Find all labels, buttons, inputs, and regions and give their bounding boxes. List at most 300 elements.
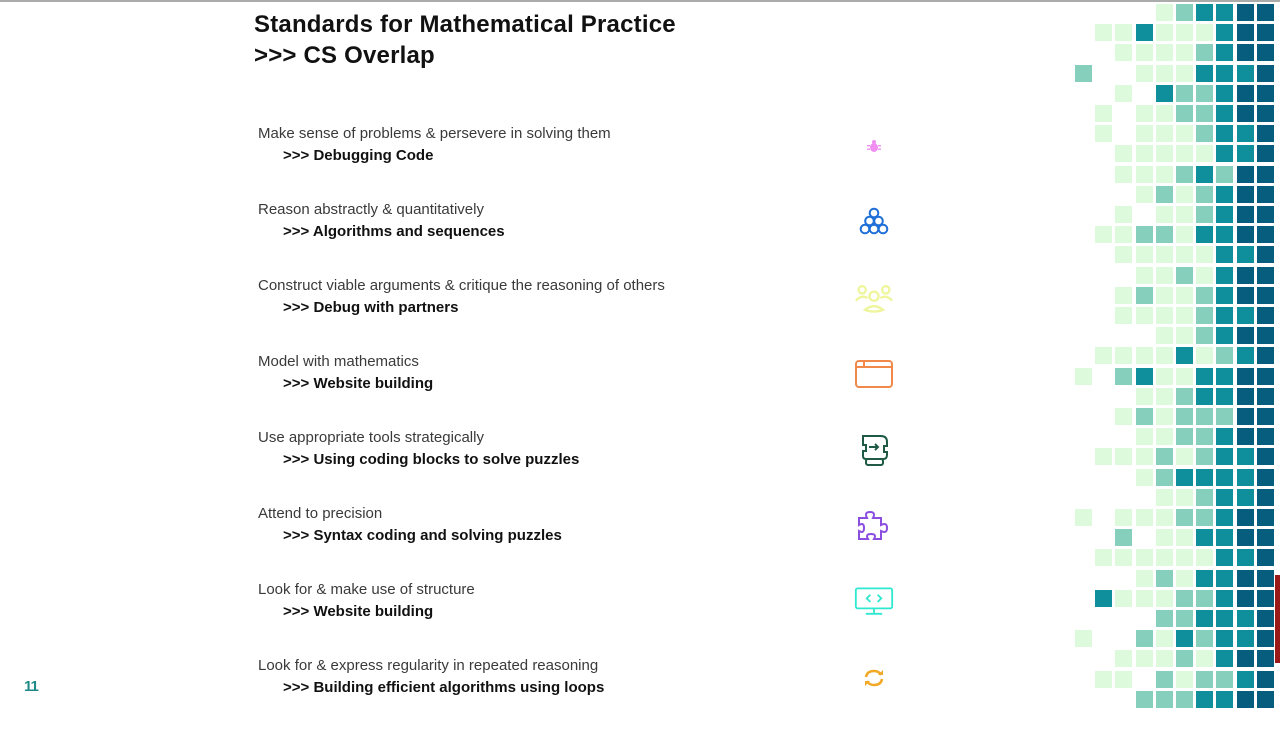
- mosaic-tile: [1237, 489, 1254, 506]
- mosaic-tile: [1196, 529, 1213, 546]
- mosaic-tile: [1156, 44, 1173, 61]
- mosaic-tile: [1136, 145, 1153, 162]
- mosaic-tile: [1196, 691, 1213, 708]
- mosaic-tile: [1257, 650, 1274, 667]
- mosaic-tile: [1257, 206, 1274, 223]
- mosaic-tile: [1176, 610, 1193, 627]
- practice-item: [258, 352, 908, 428]
- mosaic-tile: [1156, 650, 1173, 667]
- mosaic-tile: [1257, 85, 1274, 102]
- mosaic-tile: [1196, 549, 1213, 566]
- mosaic-tile: [1196, 347, 1213, 364]
- mosaic-tile: [1176, 24, 1193, 41]
- mosaic-tile: [1095, 24, 1112, 41]
- mosaic-tile: [1237, 186, 1254, 203]
- practice-label: Reason abstractly & quantitatively: [258, 201, 484, 218]
- cs-overlap-label: >>> Website building: [283, 375, 434, 392]
- mosaic-tile: [1136, 388, 1153, 405]
- mosaic-tile: [1156, 489, 1173, 506]
- mosaic-tile: [1176, 166, 1193, 183]
- mosaic-tile: [1216, 186, 1233, 203]
- mosaic-tile: [1176, 570, 1193, 587]
- mosaic-tile: [1156, 590, 1173, 607]
- mosaic-tile: [1115, 246, 1132, 263]
- mosaic-tile: [1156, 246, 1173, 263]
- mosaic-tile: [1237, 246, 1254, 263]
- mosaic-tile: [1156, 166, 1173, 183]
- mosaic-tile: [1095, 226, 1112, 243]
- mosaic-tile: [1115, 347, 1132, 364]
- code-block-icon: [854, 434, 894, 466]
- mosaic-tile: [1237, 408, 1254, 425]
- mosaic-tile: [1156, 549, 1173, 566]
- mosaic-tile: [1115, 448, 1132, 465]
- mosaic-tile: [1176, 549, 1193, 566]
- mosaic-tile: [1176, 4, 1193, 21]
- mosaic-tile: [1216, 610, 1233, 627]
- practice-label: Use appropriate tools strategically: [258, 429, 484, 446]
- mosaic-tile: [1115, 650, 1132, 667]
- mosaic-tile: [1196, 44, 1213, 61]
- mosaic-tile: [1216, 448, 1233, 465]
- mosaic-tile: [1095, 590, 1112, 607]
- mosaic-tile: [1257, 448, 1274, 465]
- mosaic-tile: [1156, 145, 1173, 162]
- mosaic-tile: [1136, 509, 1153, 526]
- mosaic-tile: [1156, 671, 1173, 688]
- mosaic-tile: [1257, 145, 1274, 162]
- mosaic-tile: [1257, 287, 1274, 304]
- slide-title: [254, 9, 676, 71]
- mosaic-tile: [1136, 590, 1153, 607]
- mosaic-tile: [1216, 105, 1233, 122]
- mosaic-tile: [1156, 327, 1173, 344]
- mosaic-tile: [1216, 671, 1233, 688]
- mosaic-tile: [1257, 105, 1274, 122]
- mosaic-tile: [1196, 4, 1213, 21]
- mosaic-tile: [1176, 469, 1193, 486]
- mosaic-tile: [1257, 307, 1274, 324]
- mosaic-tile: [1237, 691, 1254, 708]
- mosaic-tile: [1237, 469, 1254, 486]
- mosaic-tile: [1216, 630, 1233, 647]
- mosaic-tile: [1257, 610, 1274, 627]
- mosaic-tile: [1176, 85, 1193, 102]
- mosaic-tile: [1095, 105, 1112, 122]
- mosaic-tile: [1196, 509, 1213, 526]
- mosaic-tile: [1136, 24, 1153, 41]
- mosaic-tile: [1237, 610, 1254, 627]
- mosaic-tile: [1237, 570, 1254, 587]
- cs-overlap-label: >>> Algorithms and sequences: [283, 223, 505, 240]
- mosaic-tile: [1136, 65, 1153, 82]
- mosaic-tile: [1176, 509, 1193, 526]
- mosaic-tile: [1216, 206, 1233, 223]
- mosaic-tile: [1196, 610, 1213, 627]
- mosaic-tile: [1216, 368, 1233, 385]
- mosaic-tile: [1156, 307, 1173, 324]
- mosaic-tile: [1216, 287, 1233, 304]
- mosaic-tile: [1257, 388, 1274, 405]
- mosaic-tile: [1257, 166, 1274, 183]
- mosaic-tile: [1237, 125, 1254, 142]
- mosaic-tile: [1196, 489, 1213, 506]
- mosaic-tile: [1075, 630, 1092, 647]
- mosaic-tile: [1075, 65, 1092, 82]
- mosaic-tile: [1216, 267, 1233, 284]
- mosaic-tile: [1176, 691, 1193, 708]
- practice-label: Attend to precision: [258, 505, 383, 522]
- mosaic-tile: [1216, 428, 1233, 445]
- mosaic-tile: [1257, 44, 1274, 61]
- mosaic-tile: [1095, 671, 1112, 688]
- mosaic-tile: [1136, 287, 1153, 304]
- mosaic-tile: [1196, 428, 1213, 445]
- mosaic-tile: [1176, 125, 1193, 142]
- mosaic-tile: [1136, 448, 1153, 465]
- mosaic-tile: [1237, 4, 1254, 21]
- mosaic-tile: [1176, 307, 1193, 324]
- mosaic-tile: [1216, 691, 1233, 708]
- mosaic-tile: [1257, 327, 1274, 344]
- mosaic-tile: [1136, 226, 1153, 243]
- mosaic-tile: [1237, 671, 1254, 688]
- mosaic-tile: [1115, 287, 1132, 304]
- mosaic-tile: [1156, 226, 1173, 243]
- refresh-loop-icon: [854, 662, 894, 694]
- mosaic-tile: [1216, 307, 1233, 324]
- mosaic-tile: [1257, 267, 1274, 284]
- mosaic-tile: [1156, 206, 1173, 223]
- mosaic-tile: [1115, 85, 1132, 102]
- mosaic-tile: [1196, 85, 1213, 102]
- puzzle-piece-icon: [854, 510, 894, 542]
- mosaic-tile: [1216, 24, 1233, 41]
- mosaic-tile: [1196, 448, 1213, 465]
- mosaic-tile: [1136, 650, 1153, 667]
- mosaic-tile: [1176, 186, 1193, 203]
- mosaic-tile: [1196, 125, 1213, 142]
- mosaic-tile: [1237, 347, 1254, 364]
- mosaic-tile: [1196, 368, 1213, 385]
- mosaic-tile: [1237, 630, 1254, 647]
- mosaic-tile: [1237, 529, 1254, 546]
- mosaic-tile: [1156, 630, 1173, 647]
- mosaic-tile: [1156, 65, 1173, 82]
- mosaic-tile: [1156, 24, 1173, 41]
- mosaic-tile: [1257, 469, 1274, 486]
- mosaic-tile: [1156, 105, 1173, 122]
- mosaic-tile: [1196, 388, 1213, 405]
- slide-title-line1: Standards for Mathematical Practice: [254, 11, 676, 38]
- mosaic-tile: [1237, 145, 1254, 162]
- mosaic-tile: [1095, 549, 1112, 566]
- mosaic-tile: [1115, 206, 1132, 223]
- mosaic-tile: [1095, 347, 1112, 364]
- mosaic-tile: [1176, 226, 1193, 243]
- mosaic-tile: [1257, 186, 1274, 203]
- practice-item: [258, 428, 908, 504]
- practice-item: [258, 656, 908, 732]
- practice-label: Model with mathematics: [258, 353, 419, 370]
- mosaic-tile: [1237, 448, 1254, 465]
- mosaic-tile: [1136, 630, 1153, 647]
- mosaic-tile: [1257, 549, 1274, 566]
- mosaic-tile: [1136, 570, 1153, 587]
- mosaic-tile: [1196, 570, 1213, 587]
- mosaic-tile: [1176, 347, 1193, 364]
- mosaic-tile: [1237, 44, 1254, 61]
- mosaic-tile: [1216, 166, 1233, 183]
- mosaic-tile: [1196, 650, 1213, 667]
- mosaic-tile: [1196, 469, 1213, 486]
- mosaic-tile: [1136, 125, 1153, 142]
- mosaic-tile: [1115, 529, 1132, 546]
- mosaic-tile: [1156, 85, 1173, 102]
- mosaic-tile: [1156, 570, 1173, 587]
- practice-label: Construct viable arguments & critique the reasoning of others: [258, 277, 665, 294]
- mosaic-tile: [1115, 671, 1132, 688]
- mosaic-tile: [1196, 246, 1213, 263]
- mosaic-tile: [1216, 469, 1233, 486]
- people-group-icon: [854, 282, 894, 314]
- mosaic-tile: [1196, 206, 1213, 223]
- mosaic-tile: [1216, 85, 1233, 102]
- mosaic-tile: [1216, 549, 1233, 566]
- mosaic-tile: [1115, 307, 1132, 324]
- mosaic-tile: [1216, 388, 1233, 405]
- mosaic-tile: [1237, 428, 1254, 445]
- mosaic-tile: [1176, 448, 1193, 465]
- bug-icon: [854, 130, 894, 162]
- practice-item: [258, 504, 908, 580]
- mosaic-tile: [1257, 428, 1274, 445]
- mosaic-tile: [1176, 408, 1193, 425]
- mosaic-tile: [1257, 368, 1274, 385]
- decorative-mosaic: [1073, 2, 1280, 720]
- mosaic-tile: [1156, 4, 1173, 21]
- practice-label: Look for & make use of structure: [258, 581, 475, 598]
- mosaic-tile: [1237, 85, 1254, 102]
- mosaic-tile: [1156, 448, 1173, 465]
- mosaic-tile: [1136, 347, 1153, 364]
- mosaic-tile: [1176, 44, 1193, 61]
- mosaic-tile: [1156, 469, 1173, 486]
- mosaic-tile: [1136, 469, 1153, 486]
- mosaic-tile: [1115, 44, 1132, 61]
- mosaic-tile: [1156, 610, 1173, 627]
- circles-pyramid-icon: [854, 206, 894, 238]
- mosaic-tile: [1156, 125, 1173, 142]
- mosaic-tile: [1196, 590, 1213, 607]
- cs-overlap-label: >>> Debugging Code: [283, 147, 434, 164]
- practice-list: [258, 124, 908, 732]
- slide-title-line2: >>> CS Overlap: [254, 42, 435, 69]
- browser-window-icon: [854, 358, 894, 390]
- mosaic-tile: [1176, 388, 1193, 405]
- cs-overlap-label: >>> Using coding blocks to solve puzzles: [283, 451, 580, 468]
- mosaic-tile: [1216, 590, 1233, 607]
- mosaic-tile: [1257, 529, 1274, 546]
- mosaic-tile: [1257, 24, 1274, 41]
- mosaic-tile: [1136, 549, 1153, 566]
- mosaic-tile: [1115, 408, 1132, 425]
- mosaic-tile: [1237, 549, 1254, 566]
- mosaic-tile: [1115, 166, 1132, 183]
- mosaic-tile: [1156, 691, 1173, 708]
- mosaic-tile: [1257, 630, 1274, 647]
- mosaic-tile: [1136, 105, 1153, 122]
- mosaic-tile: [1176, 630, 1193, 647]
- mosaic-tile: [1257, 671, 1274, 688]
- mosaic-tile: [1237, 509, 1254, 526]
- cs-overlap-label: >>> Debug with partners: [283, 299, 459, 316]
- mosaic-tile: [1176, 671, 1193, 688]
- mosaic-tile: [1115, 145, 1132, 162]
- mosaic-tile: [1237, 65, 1254, 82]
- mosaic-tile: [1237, 287, 1254, 304]
- mosaic-tile: [1216, 4, 1233, 21]
- mosaic-tile: [1196, 24, 1213, 41]
- mosaic-tile: [1237, 226, 1254, 243]
- mosaic-tile: [1257, 226, 1274, 243]
- mosaic-tile: [1196, 65, 1213, 82]
- cs-overlap-label: >>> Building efficient algorithms using loops: [283, 679, 605, 696]
- mosaic-tile: [1176, 105, 1193, 122]
- mosaic-tile: [1196, 671, 1213, 688]
- mosaic-tile: [1115, 368, 1132, 385]
- mosaic-tile: [1237, 590, 1254, 607]
- mosaic-tile: [1176, 287, 1193, 304]
- mosaic-tile: [1196, 408, 1213, 425]
- mosaic-tile: [1136, 368, 1153, 385]
- practice-label: Make sense of problems & persevere in solving them: [258, 125, 611, 142]
- practice-item: [258, 200, 908, 276]
- mosaic-tile: [1257, 509, 1274, 526]
- mosaic-tile: [1196, 630, 1213, 647]
- mosaic-tile: [1237, 206, 1254, 223]
- mosaic-tile: [1196, 267, 1213, 284]
- mosaic-tile: [1216, 529, 1233, 546]
- mosaic-tile: [1176, 206, 1193, 223]
- practice-item: [258, 124, 908, 200]
- mosaic-tile: [1196, 327, 1213, 344]
- monitor-code-icon: [854, 586, 894, 618]
- mosaic-tile: [1095, 125, 1112, 142]
- mosaic-tile: [1136, 44, 1153, 61]
- mosaic-tile: [1156, 368, 1173, 385]
- mosaic-tile: [1176, 529, 1193, 546]
- mosaic-tile: [1237, 166, 1254, 183]
- mosaic-tile: [1176, 428, 1193, 445]
- mosaic-tile: [1115, 590, 1132, 607]
- mosaic-tile: [1257, 246, 1274, 263]
- mosaic-tile: [1196, 145, 1213, 162]
- mosaic-tile: [1257, 65, 1274, 82]
- mosaic-tile: [1136, 186, 1153, 203]
- edge-marker: [1275, 575, 1280, 663]
- mosaic-tile: [1136, 428, 1153, 445]
- mosaic-tile: [1237, 267, 1254, 284]
- mosaic-tile: [1216, 327, 1233, 344]
- page-number: 11: [24, 678, 38, 695]
- mosaic-tile: [1136, 166, 1153, 183]
- mosaic-tile: [1176, 590, 1193, 607]
- mosaic-tile: [1237, 307, 1254, 324]
- mosaic-tile: [1176, 267, 1193, 284]
- mosaic-tile: [1095, 448, 1112, 465]
- mosaic-tile: [1176, 650, 1193, 667]
- mosaic-tile: [1196, 186, 1213, 203]
- mosaic-tile: [1115, 549, 1132, 566]
- mosaic-tile: [1115, 226, 1132, 243]
- mosaic-tile: [1216, 489, 1233, 506]
- mosaic-tile: [1216, 570, 1233, 587]
- mosaic-tile: [1075, 368, 1092, 385]
- mosaic-tile: [1257, 489, 1274, 506]
- mosaic-tile: [1237, 327, 1254, 344]
- mosaic-tile: [1196, 226, 1213, 243]
- mosaic-tile: [1216, 509, 1233, 526]
- mosaic-tile: [1216, 246, 1233, 263]
- mosaic-tile: [1257, 408, 1274, 425]
- mosaic-tile: [1176, 145, 1193, 162]
- practice-item: [258, 580, 908, 656]
- mosaic-tile: [1257, 347, 1274, 364]
- mosaic-tile: [1257, 570, 1274, 587]
- mosaic-tile: [1156, 428, 1173, 445]
- mosaic-tile: [1216, 650, 1233, 667]
- mosaic-tile: [1115, 509, 1132, 526]
- mosaic-tile: [1257, 691, 1274, 708]
- mosaic-tile: [1156, 287, 1173, 304]
- mosaic-tile: [1156, 388, 1173, 405]
- mosaic-tile: [1156, 529, 1173, 546]
- mosaic-tile: [1237, 105, 1254, 122]
- mosaic-tile: [1237, 388, 1254, 405]
- mosaic-tile: [1115, 24, 1132, 41]
- practice-label: Look for & express regularity in repeated reasoning: [258, 657, 599, 674]
- mosaic-tile: [1216, 226, 1233, 243]
- mosaic-tile: [1196, 166, 1213, 183]
- mosaic-tile: [1075, 509, 1092, 526]
- mosaic-tile: [1176, 327, 1193, 344]
- mosaic-tile: [1196, 307, 1213, 324]
- practice-item: [258, 276, 908, 352]
- mosaic-tile: [1136, 691, 1153, 708]
- mosaic-tile: [1237, 24, 1254, 41]
- mosaic-tile: [1136, 246, 1153, 263]
- mosaic-tile: [1176, 489, 1193, 506]
- mosaic-tile: [1196, 287, 1213, 304]
- mosaic-tile: [1156, 509, 1173, 526]
- mosaic-tile: [1176, 368, 1193, 385]
- mosaic-tile: [1216, 125, 1233, 142]
- mosaic-tile: [1136, 408, 1153, 425]
- mosaic-tile: [1136, 307, 1153, 324]
- mosaic-tile: [1216, 44, 1233, 61]
- mosaic-tile: [1216, 408, 1233, 425]
- mosaic-tile: [1196, 105, 1213, 122]
- mosaic-tile: [1257, 590, 1274, 607]
- cs-overlap-label: >>> Syntax coding and solving puzzles: [283, 527, 562, 544]
- mosaic-tile: [1156, 408, 1173, 425]
- mosaic-tile: [1257, 4, 1274, 21]
- mosaic-tile: [1216, 65, 1233, 82]
- mosaic-tile: [1216, 145, 1233, 162]
- mosaic-tile: [1156, 347, 1173, 364]
- mosaic-tile: [1216, 347, 1233, 364]
